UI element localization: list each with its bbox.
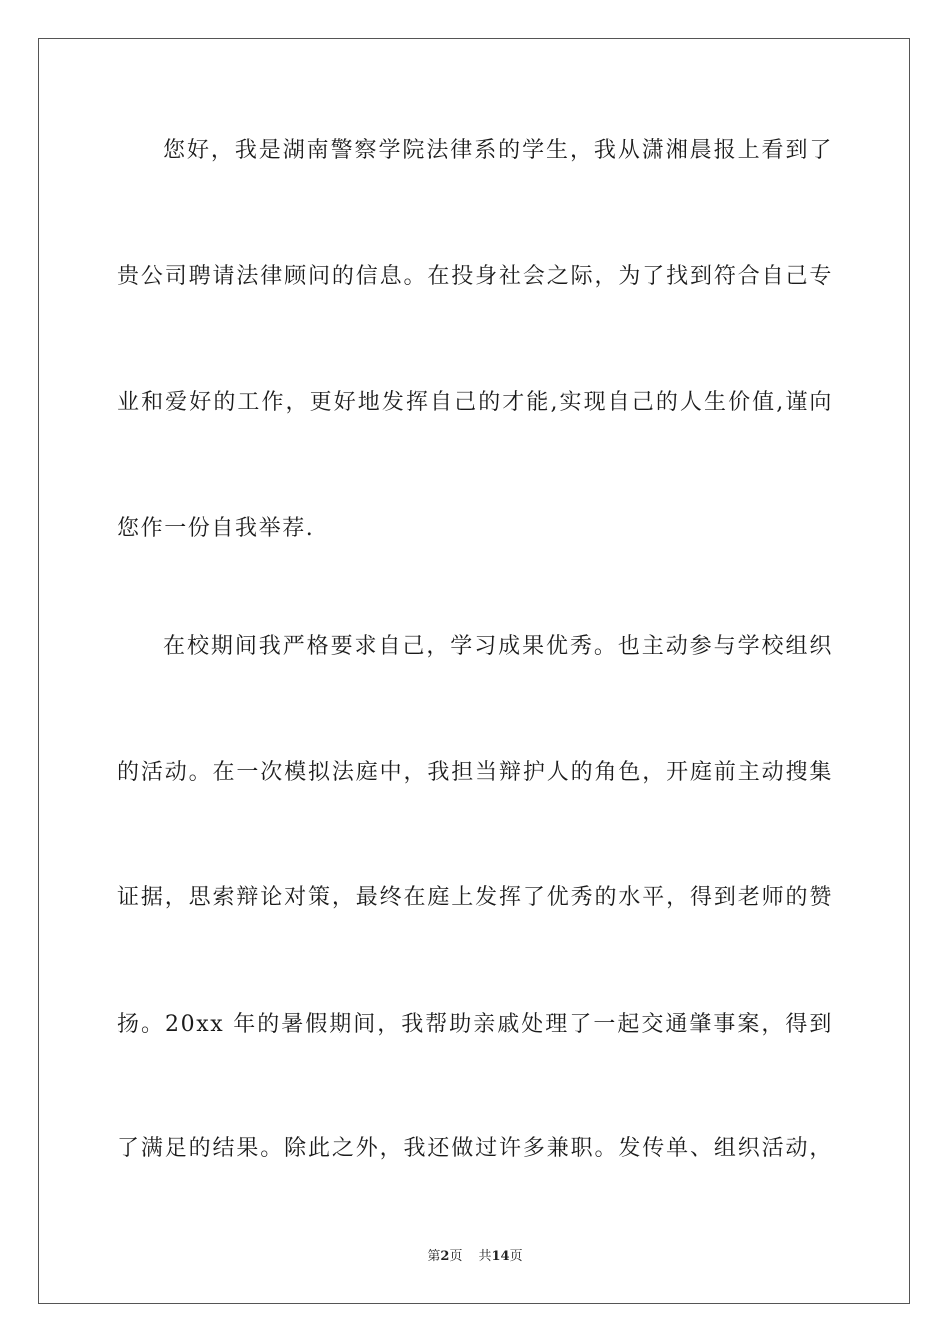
page-border [38,38,910,1304]
page-unit: 页 [449,1249,463,1264]
text-line-1: 您好，我是湖南警察学院法律系的学生，我从潇湘晨报上看到了 [163,138,833,163]
text-line-5: 在校期间我严格要求自己，学习成果优秀。也主动参与学校组织 [163,634,833,659]
text-line-9: 了满足的结果。除此之外，我还做过许多兼职。发传单、组织活动， [117,1136,833,1161]
page-footer [0,1248,950,1266]
page-current: 2 [440,1249,450,1264]
text-line-7: 证据，思索辩论对策，最终在庭上发挥了优秀的水平，得到老师的赞 [117,885,833,910]
page-prefix: 第 [427,1249,441,1264]
text-line-3: 业和爱好的工作，更好地发挥自己的才能,实现自己的人生价值,谨向 [117,390,833,415]
total-prefix: 共 [478,1249,492,1264]
total-unit: 页 [509,1249,523,1264]
text-line-6: 的活动。在一次模拟法庭中，我担当辩护人的角色，开庭前主动搜集 [117,760,833,785]
text-line-2: 贵公司聘请法律顾问的信息。在投身社会之际，为了找到符合自己专 [117,264,833,289]
page-total: 14 [491,1249,510,1264]
text-line-4: 您作一份自我举荐. [117,516,315,541]
text-line-8: 扬。20xx 年的暑假期间，我帮助亲戚处理了一起交通肇事案，得到 [117,1012,833,1037]
